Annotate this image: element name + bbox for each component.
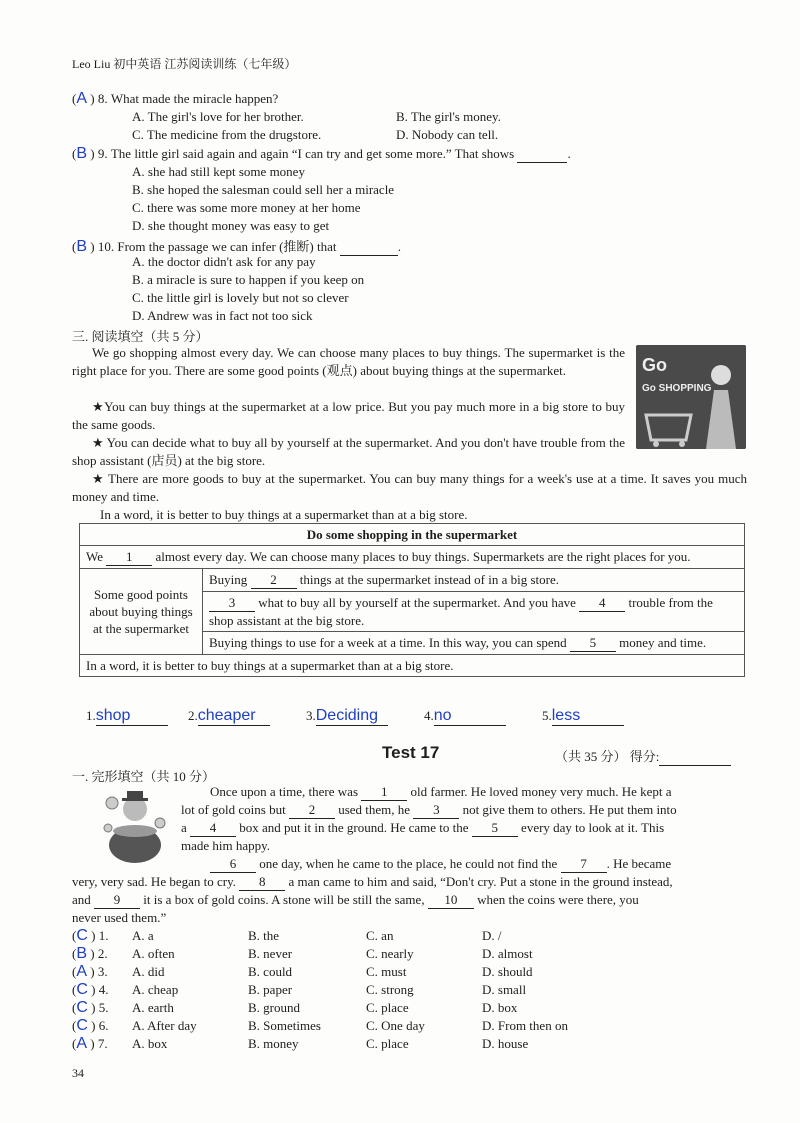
option-d: D. she thought money was easy to get [132,218,330,233]
table-row-3: 3 what to buy all by yourself at the supermarket. And you have 4 trouble from the shop assistant at the big store. [203,592,745,632]
option-c: C. The medicine from the drugstore. [132,127,322,142]
option-a: A. The girl's love for her brother. [132,109,304,124]
fill-answer-5: 5.less [542,707,624,726]
fill-answer-2: 2.cheaper [188,707,270,726]
fill-answer-3: 3.Deciding [306,707,388,726]
shopping-illustration [636,345,746,449]
option-c: C. there was some more money at her home [132,200,361,215]
option-d: D. Andrew was in fact not too sick [132,308,313,323]
page-header: Leo Liu 初中英语 江苏阅读训练（七年级） [72,57,297,71]
option-b: B. she hoped the salesman could sell her a miracle [132,182,395,197]
svg-text:Go SHOPPING: Go SHOPPING [642,383,712,394]
table-title: Do some shopping in the supermarket [80,524,745,546]
cloze-heading: 一. 完形填空（共 10 分） [72,769,216,784]
summary-table [79,523,745,677]
paragraph-1: We go shopping almost every day. We can choose many places to buy things. The supermarket is the right place for you. There are some good points (观点) about buying things at the supermarket. [72,345,625,378]
answer-10: B [76,238,88,255]
option-a: A. the doctor didn't ask for any pay [132,254,316,269]
question-text: The little girl said again and again “I can try and get some more.” That shows [110,146,515,161]
test-title: Test 17 [382,743,440,762]
option-d: D. Nobody can tell. [396,127,499,142]
table-last-row: In a word, it is better to buy things at a supermarket than at a big store. [80,655,745,677]
test-score: （共 35 分） 得分: [555,746,731,766]
paragraph-2: ★You can buy things at the supermarket at a low price. But you pay much more in a big store to buy the same goods. [72,399,625,432]
option-b: B. The girl's money. [396,109,501,124]
fill-answer-1: 1.shop [86,707,168,726]
option-c: C. the little girl is lovely but not so clever [132,290,349,305]
gold-pot-icon [100,783,170,865]
option-a: A. she had still kept some money [132,164,305,179]
question-text: From the passage we can infer (推断) that [117,239,337,254]
table-row-1: We 1 almost every day. We can choose many places to buy things. Supermarkets are the right places for you. [80,546,745,569]
option-b: B. a miracle is sure to happen if you keep on [132,272,365,287]
paragraph-3: ★ You can decide what to buy all by yourself at the supermarket. And you don't have trouble from the shop assistant (店员) at the big store. [72,435,625,468]
question-text: What made the miracle happen? [110,91,279,106]
answer-9: B [76,145,88,162]
paragraph-4: ★ There are more goods to buy at the supermarket. You can buy many things for a week's use at a time. It saves you much money and time. [72,471,747,504]
svg-text:Go: Go [642,355,667,375]
table-left-label: Some good points about buying things at the supermarket [80,569,203,655]
table-row-4: Buying things to use for a week at a time. In this way, you can spend 5 money and time. [203,632,745,655]
paragraph-5: In a word, it is better to buy things at a supermarket than at a big store. [100,507,468,522]
page-number: 34 [72,1066,84,1080]
answer-8: A [76,90,88,107]
shopping-girl-icon [636,345,746,449]
farmer-coins-illustration [100,783,170,865]
table-row-2: Buying 2 things at the supermarket instead of in a big store. [203,569,745,592]
section-heading: 三. 阅读填空（共 5 分） [72,329,209,344]
fill-answer-4: 4.no [424,707,506,726]
